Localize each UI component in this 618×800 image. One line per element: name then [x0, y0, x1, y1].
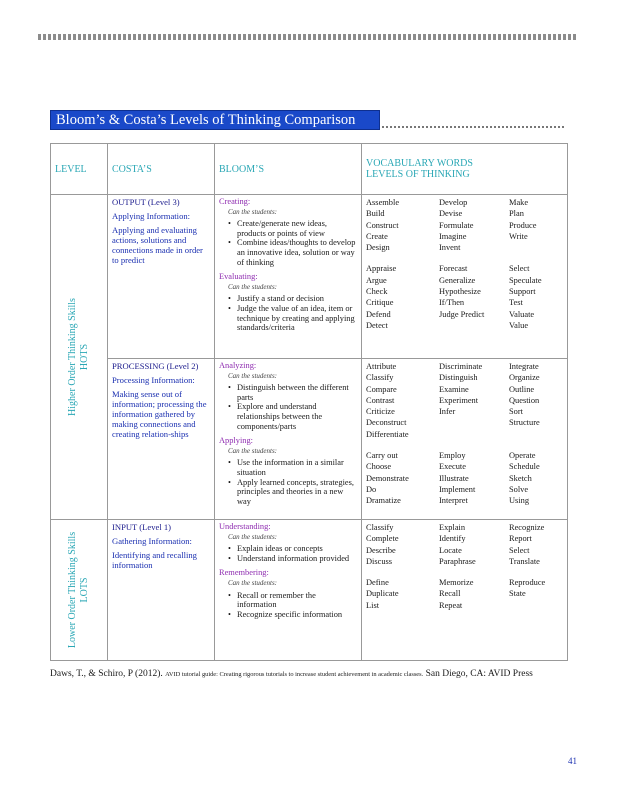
vocab-word: Produce [509, 220, 537, 230]
vocab-word: Complete [366, 534, 399, 544]
table-row [51, 359, 568, 520]
vocab-word: Criticize [366, 407, 395, 417]
vocab-word: Execute [439, 462, 466, 472]
bloom-heading: Applying: [219, 436, 253, 446]
vocab-word: Paraphrase [439, 556, 476, 566]
vocab-word: Check [366, 287, 388, 297]
bloom-bullet: • Use the information in a similar situation [228, 458, 357, 477]
bloom-block [219, 197, 357, 267]
bloom-bullet: • Recall or remember the information [228, 591, 357, 610]
vocab-word: Write [509, 231, 528, 241]
vocab-word: Sort [509, 407, 523, 417]
costa-description: Applying and evaluating actions, solutions and connections made in order to predict [112, 225, 203, 265]
vocab-word: Dramatize [366, 496, 401, 506]
vocab-word: Hypothesize [439, 287, 481, 297]
costa-cell [108, 520, 215, 661]
level-label-higher: Higher Order Thinking Skills HOTS [67, 298, 90, 416]
vocab-word: Classify [366, 523, 394, 532]
costa-level: OUTPUT (Level 3) [112, 197, 180, 207]
vocab-word [439, 320, 509, 331]
title-dotted-rule [382, 126, 565, 128]
vocab-word: Discriminate [439, 362, 483, 371]
vocab-word [509, 429, 563, 440]
bloom-heading: Creating: [219, 197, 251, 206]
bloom-bullet-list [219, 294, 357, 332]
bloom-bullet: • Justify a stand or decision [228, 294, 357, 304]
header-costa: COSTA’S [108, 144, 215, 195]
vocab-cell [362, 195, 568, 359]
vocab-word: Discuss [366, 556, 393, 566]
level-cell-higher [51, 195, 108, 520]
bloom-bullet: • Explain ideas or concepts [228, 544, 357, 554]
vocab-word: Test [509, 298, 523, 308]
bloom-heading: Analyzing: [219, 361, 257, 370]
vocab-word: Interpret [439, 496, 468, 506]
vocab-word: Plan [509, 209, 524, 219]
header-bloom: BLOOM’S [215, 144, 362, 195]
vocab-word: Outline [509, 384, 535, 394]
vocab-grid [366, 450, 563, 506]
level-label-lower: Lower Order Thinking Skills LOTS [67, 531, 90, 649]
vocab-word: Carry out [366, 451, 398, 461]
vocab-word: Select [509, 545, 530, 555]
vocab-word: Forecast [439, 264, 468, 274]
vocab-word: Create [366, 231, 388, 241]
vocab-word: Formulate [439, 220, 474, 230]
vocab-word: Construct [366, 220, 399, 230]
vocab-word: Develop [439, 198, 468, 207]
bloom-bullet-list [219, 544, 357, 563]
vocab-word [439, 429, 509, 440]
vocab-word: Assemble [366, 198, 400, 207]
costa-cell [108, 359, 215, 520]
citation [50, 668, 570, 681]
page-number: 41 [568, 756, 577, 766]
bloom-block [219, 272, 357, 333]
vocab-cell [362, 520, 568, 661]
vocab-word: Detect [366, 320, 388, 330]
bloom-bullet: • Distinguish between the different parts [228, 383, 357, 402]
bloom-bullet: • Recognize specific information [228, 610, 357, 620]
vocab-word: Invent [439, 243, 461, 253]
bloom-bullet: • Combine ideas/thoughts to develop an innovative idea, solution or way of thinking [228, 238, 357, 267]
bloom-bullet-list [219, 591, 357, 620]
bloom-cell [215, 359, 362, 520]
vocab-word: Solve [509, 484, 529, 494]
header-level: LEVEL [51, 144, 108, 195]
header-vocab-line2: LEVELS OF THINKING [366, 169, 470, 180]
vocab-word: List [366, 600, 380, 610]
costa-subheading: Applying Information: [112, 211, 191, 221]
vocab-word: Define [366, 578, 389, 588]
bloom-cell [215, 195, 362, 359]
bloom-bullet: • Create/generate new ideas, products or points of view [228, 219, 357, 238]
bloom-prompt: Can the students: [228, 207, 277, 216]
vocab-word: Value [509, 320, 529, 330]
vocab-word: Question [509, 395, 540, 405]
bloom-block [219, 436, 357, 506]
vocab-word: Recognize [509, 523, 545, 532]
vocab-word: Select [509, 264, 530, 274]
vocab-grid [366, 361, 563, 440]
vocab-word: Make [509, 198, 529, 207]
costa-description: Making sense out of information; processing the information gathered by making connections and creating relation-ships [112, 389, 207, 439]
vocab-word: If/Then [439, 298, 465, 308]
vocab-word: Valuate [509, 309, 535, 319]
vocab-word: Structure [509, 418, 540, 428]
table-row [51, 195, 568, 359]
vocab-word: Schedule [509, 462, 540, 472]
bloom-heading: Evaluating: [219, 272, 258, 282]
costa-level: PROCESSING (Level 2) [112, 361, 199, 371]
page-title: Bloom’s & Costa’s Levels of Thinking Comparison [56, 112, 356, 128]
bloom-bullet: • Apply learned concepts, strategies, principles and theories in a new way [228, 478, 357, 507]
vocab-word: Experiment [439, 395, 479, 405]
vocab-word: Do [366, 484, 377, 494]
bloom-bullet-list [219, 219, 357, 267]
vocab-word: Devise [439, 209, 463, 219]
costa-subheading: Gathering Information: [112, 536, 192, 546]
vocab-word: Translate [509, 556, 540, 566]
bloom-block [219, 361, 357, 431]
vocab-word: Choose [366, 462, 392, 472]
table-header-row [51, 144, 568, 195]
vocab-word: Attribute [366, 362, 397, 371]
bloom-bullet: • Explore and understand relationships between the components/parts [228, 402, 357, 431]
vocab-word: Generalize [439, 275, 476, 285]
vocab-word: Compare [366, 384, 397, 394]
vocab-word: Demonstrate [366, 473, 409, 483]
vocab-word: Repeat [439, 600, 463, 610]
vocab-grid [366, 522, 563, 567]
vocab-word: Organize [509, 373, 540, 383]
vocab-word: Sketch [509, 473, 532, 483]
vocab-word: Critique [366, 298, 394, 308]
vocab-word: Integrate [509, 362, 539, 371]
costa-description: Identifying and recalling information [112, 550, 197, 570]
vocab-word: Explain [439, 523, 466, 532]
bloom-prompt: Can the students: [228, 371, 277, 380]
comparison-table [50, 143, 568, 661]
bloom-block [219, 568, 357, 619]
vocab-word: Using [509, 496, 530, 506]
vocab-word: Build [366, 209, 385, 219]
header-vocab-line1: VOCABULARY WORDS [366, 158, 473, 169]
vocab-word: Examine [439, 384, 469, 394]
bloom-block [219, 522, 357, 563]
table-row [51, 520, 568, 661]
vocab-grid [366, 263, 563, 331]
bloom-cell [215, 520, 362, 661]
vocab-word: Recall [439, 589, 461, 599]
vocab-word: Classify [366, 373, 394, 383]
vocab-word: Appraise [366, 264, 397, 274]
vocab-word: Design [366, 243, 390, 253]
costa-cell [108, 195, 215, 359]
vocab-word: Reproduce [509, 578, 546, 588]
bloom-prompt: Can the students: [228, 446, 277, 455]
vocab-word: Support [509, 287, 536, 297]
citation-authors: Daws, T., & Schiro, P (2012). [50, 669, 163, 679]
vocab-word: Employ [439, 451, 466, 461]
vocab-cell [362, 359, 568, 520]
vocab-grid [366, 197, 563, 253]
costa-subheading: Processing Information: [112, 375, 195, 385]
vocab-word: Implement [439, 484, 476, 494]
vocab-word: Locate [439, 545, 462, 555]
bloom-heading: Remembering: [219, 568, 269, 578]
vocab-word: Illustrate [439, 473, 469, 483]
vocab-word [439, 417, 509, 428]
top-decorative-rule [38, 34, 576, 40]
level-cell-lower [51, 520, 108, 661]
bloom-bullet: • Understand information provided [228, 554, 357, 564]
bloom-prompt: Can the students: [228, 578, 277, 587]
vocab-word: Duplicate [366, 589, 399, 599]
vocab-word: Identify [439, 534, 466, 544]
citation-work: AVID tutorial guide: Creating rigorous tutorials to increase student achievement in academic classes. [165, 671, 424, 678]
vocab-word: Describe [366, 545, 396, 555]
vocab-word: Speculate [509, 275, 542, 285]
vocab-word: Operate [509, 451, 536, 461]
bloom-bullet-list [219, 458, 357, 506]
bloom-prompt: Can the students: [228, 532, 277, 541]
vocab-word: Contrast [366, 395, 395, 405]
vocab-word [509, 242, 563, 253]
vocab-word: Differentiate [366, 429, 409, 439]
vocab-word: State [509, 589, 526, 599]
vocab-word: Defend [366, 309, 391, 319]
costa-level: INPUT (Level 1) [112, 522, 172, 532]
bloom-prompt: Can the students: [228, 282, 277, 291]
vocab-word: Distinguish [439, 373, 478, 383]
vocab-grid [366, 577, 563, 611]
bloom-bullet: • Judge the value of an idea, item or technique by creating and applying standards/criteria [228, 304, 357, 333]
vocab-word: Report [509, 534, 532, 544]
vocab-word: Infer [439, 407, 456, 417]
header-vocab [362, 144, 568, 195]
vocab-word: Judge Predict [439, 309, 485, 319]
vocab-word: Argue [366, 275, 387, 285]
vocab-word: Imagine [439, 231, 467, 241]
bloom-heading: Understanding: [219, 522, 271, 531]
vocab-word: Deconstruct [366, 418, 407, 428]
citation-place: San Diego, CA: AVID Press [425, 669, 533, 679]
vocab-word: Memorize [439, 578, 474, 588]
vocab-word [509, 600, 563, 611]
title-banner [50, 110, 380, 130]
bloom-bullet-list [219, 383, 357, 431]
